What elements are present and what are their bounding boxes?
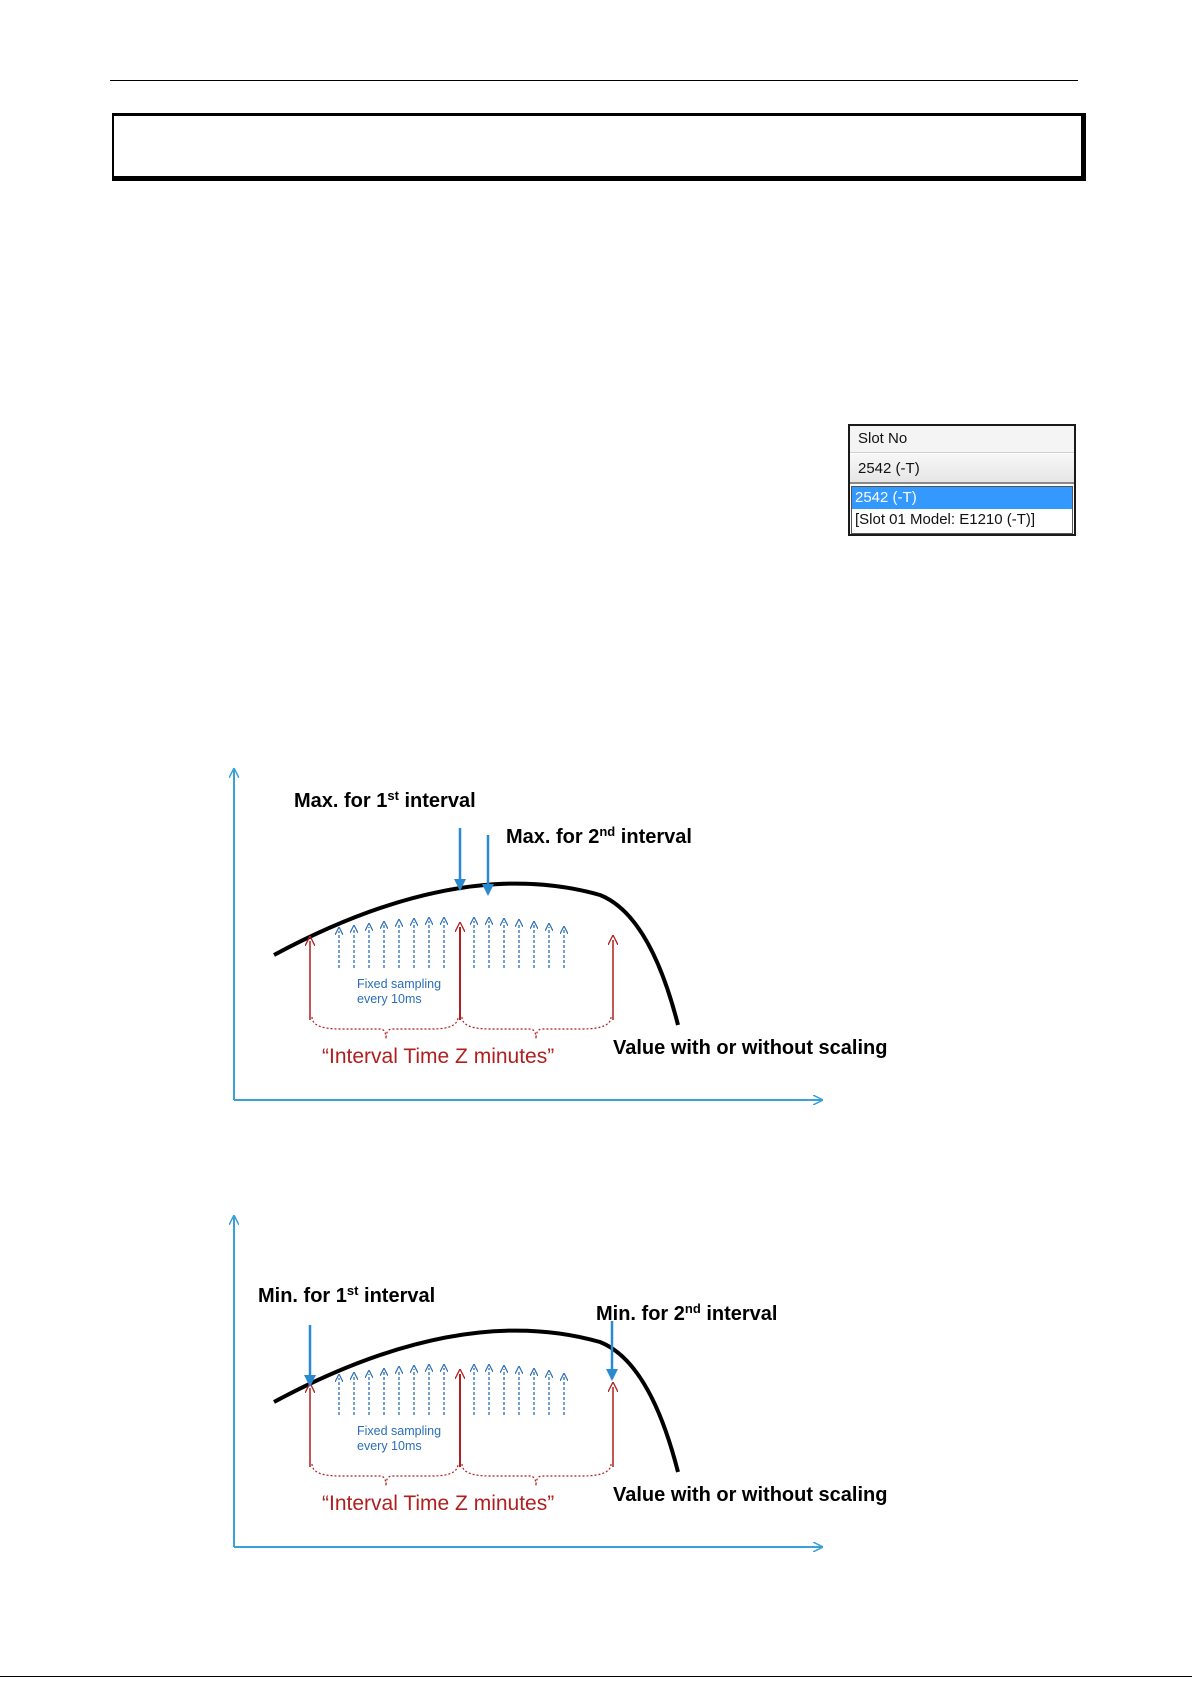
- min-second-label: Min. for 2nd interval: [596, 1300, 778, 1325]
- value-label: Value with or without scaling: [613, 1037, 888, 1059]
- min-interval-diagram: [220, 1202, 920, 1557]
- sampling-label-line1: Fixed sampling: [357, 1424, 442, 1438]
- slot-no-dropdown[interactable]: [848, 424, 1076, 536]
- sampling-arrows: [339, 1368, 564, 1415]
- max-interval-diagram: [220, 755, 920, 1110]
- sampling-arrows: [339, 921, 564, 968]
- interval-markers: [310, 1374, 613, 1486]
- max-second-label: Max. for 2nd interval: [506, 823, 692, 848]
- slot-no-options-list[interactable]: [851, 486, 1073, 534]
- title-box: [112, 113, 1086, 181]
- slot-option[interactable]: 2542 (-T): [852, 487, 1072, 509]
- value-curve: [274, 1331, 678, 1472]
- sampling-label-line2: every 10ms: [357, 992, 422, 1006]
- interval-markers: [310, 927, 613, 1039]
- max-first-label: Max. for 1st interval: [294, 787, 476, 812]
- header-rule: [110, 80, 1078, 81]
- footer-rule: [0, 1676, 1192, 1677]
- sampling-label-line1: Fixed sampling: [357, 977, 442, 991]
- slot-no-header: Slot No: [850, 426, 1074, 453]
- value-label: Value with or without scaling: [613, 1484, 888, 1506]
- interval-time-label: “Interval Time Z minutes”: [322, 1045, 555, 1068]
- slot-no-selected-value[interactable]: 2542 (-T): [850, 454, 1074, 484]
- sampling-label-line2: every 10ms: [357, 1439, 422, 1453]
- value-curve: [274, 884, 678, 1025]
- slot-option[interactable]: [Slot 01 Model: E1210 (-T)]: [855, 511, 1036, 528]
- min-first-label: Min. for 1st interval: [258, 1282, 436, 1307]
- interval-time-label: “Interval Time Z minutes”: [322, 1492, 555, 1515]
